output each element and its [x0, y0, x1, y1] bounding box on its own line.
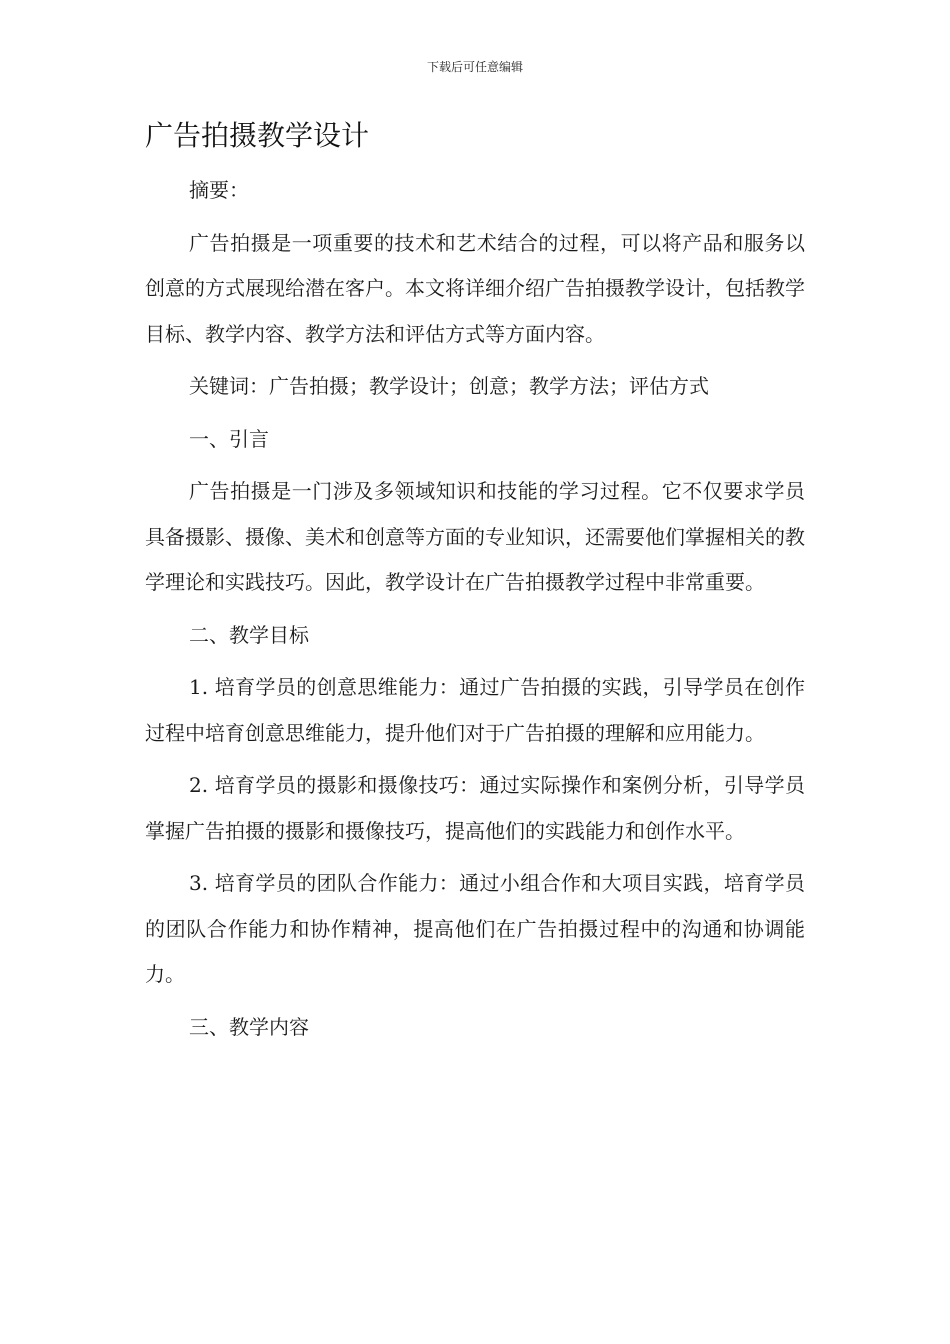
keywords-line: 关键词：广告拍摄；教学设计；创意；教学方法；评估方式	[189, 374, 709, 398]
introduction-paragraph: 广告拍摄是一门涉及多领域知识和技能的学习过程。它不仅要求学员具备摄影、摄像、美术和创意等方面的专业知识，还需要他们掌握相关的教学理论和实践技巧。因此，教学设计在广告拍摄教学过程中非常重要。	[145, 479, 805, 594]
goal-item-3: 3. 培育学员的团队合作能力：通过小组合作和大项目实践，培育学员的团队合作能力和协作精神，提高他们在广告拍摄过程中的沟通和协调能力。	[145, 871, 805, 986]
abstract-label: 摘要：	[189, 178, 249, 202]
abstract-paragraph: 广告拍摄是一项重要的技术和艺术结合的过程，可以将产品和服务以创意的方式展现给潜在客户。本文将详细介绍广告拍摄教学设计，包括教学目标、教学内容、教学方法和评估方式等方面内容。	[145, 230, 805, 346]
goal-item-2: 2. 培育学员的摄影和摄像技巧：通过实际操作和案例分析，引导学员掌握广告拍摄的摄影和摄像技巧，提高他们的实践能力和创作水平。	[145, 773, 805, 843]
goal-item-1: 1. 培育学员的创意思维能力：通过广告拍摄的实践，引导学员在创作过程中培育创意思维能力，提升他们对于广告拍摄的理解和应用能力。	[145, 675, 805, 745]
section-heading-introduction: 一、引言	[189, 426, 269, 451]
section-heading-goals: 二、教学目标	[189, 622, 309, 647]
document-title: 广告拍摄教学设计	[145, 119, 370, 152]
document-body	[145, 118, 805, 1050]
section-heading-content: 三、教学内容	[189, 1014, 309, 1039]
page-header: 下载后可任意编辑	[426, 60, 523, 74]
